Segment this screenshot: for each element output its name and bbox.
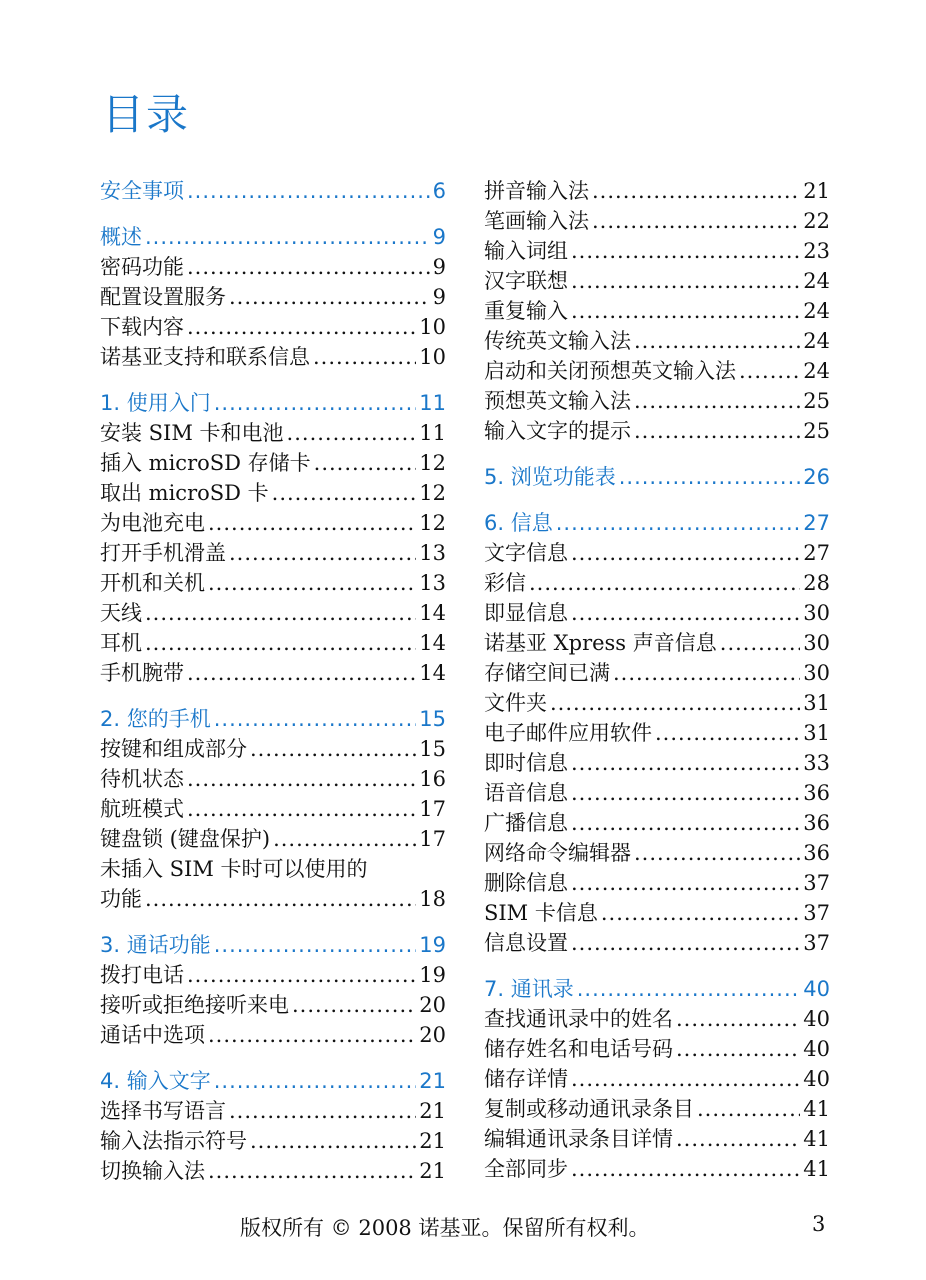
toc-entry-title: 笔画输入法: [484, 209, 589, 233]
toc-entry[interactable]: [100, 342, 446, 372]
toc-section: [100, 1066, 446, 1186]
copyright-footer: 版权所有 © 2008 诺基亚。保留所有权利。: [240, 1216, 650, 1240]
toc-entry-title: 取出 microSD 卡: [100, 481, 269, 505]
toc-entry[interactable]: [100, 990, 446, 1020]
dot-leader: [208, 1156, 416, 1186]
toc-entry[interactable]: [100, 764, 446, 794]
section-title: 2. 您的手机: [100, 707, 211, 731]
toc-entry-page: 30: [803, 661, 830, 685]
toc-entry-page: 27: [803, 541, 830, 565]
toc-entry[interactable]: [100, 1020, 446, 1050]
toc-entry-page: 20: [419, 993, 446, 1017]
dot-leader: [739, 356, 800, 386]
toc-left-column: [100, 176, 446, 1202]
toc-entry-page: 12: [419, 451, 446, 475]
toc-entry-page: 36: [803, 781, 830, 805]
dot-leader: [634, 386, 800, 416]
dot-leader: [287, 418, 417, 448]
toc-entry[interactable]: [484, 1154, 830, 1184]
toc-entry-title: 诺基亚 Xpress 声音信息: [484, 631, 717, 655]
toc-entry-title: 网络命令编辑器: [484, 841, 631, 865]
toc-entry[interactable]: [484, 688, 830, 718]
toc-entry[interactable]: [484, 868, 830, 898]
dot-leader: [272, 478, 417, 508]
dot-leader: [208, 508, 416, 538]
toc-entry-title: 即时信息: [484, 751, 568, 775]
toc-entry[interactable]: [484, 538, 830, 568]
toc-entry-page: 17: [419, 827, 446, 851]
toc-entry[interactable]: [100, 282, 446, 312]
toc-entry[interactable]: [100, 538, 446, 568]
toc-entry[interactable]: [484, 416, 830, 446]
toc-section-heading[interactable]: [100, 176, 446, 206]
dot-leader: [592, 176, 800, 206]
toc-entry[interactable]: [100, 598, 446, 628]
toc-entry-page: 10: [419, 345, 446, 369]
dot-leader: [676, 1034, 800, 1064]
dot-leader: [592, 206, 800, 236]
dot-leader: [214, 704, 417, 734]
section-page: 21: [419, 1069, 446, 1093]
toc-entry[interactable]: [484, 386, 830, 416]
dot-leader: [229, 1096, 416, 1126]
dot-leader: [187, 176, 430, 206]
toc-entry[interactable]: [484, 598, 830, 628]
dot-leader: [250, 1126, 416, 1156]
page-title: 目录: [102, 90, 191, 139]
toc-entry[interactable]: [484, 326, 830, 356]
section-page: 40: [803, 977, 830, 1001]
toc-entry-title: SIM 卡信息: [484, 901, 598, 925]
toc-section-heading[interactable]: [100, 388, 446, 418]
toc-entry[interactable]: [484, 266, 830, 296]
section-title: 1. 使用入门: [100, 391, 211, 415]
toc-entry[interactable]: [484, 356, 830, 386]
toc-entry-title: 诺基亚支持和联系信息: [100, 345, 310, 369]
toc-entry-title: 启动和关闭预想英文输入法: [484, 359, 736, 383]
dot-leader: [273, 824, 416, 854]
toc-entry-page: 30: [803, 601, 830, 625]
toc-entry[interactable]: [100, 312, 446, 342]
dot-leader: [619, 462, 801, 492]
toc-entry[interactable]: [484, 1124, 830, 1154]
toc-entry-title: 文件夹: [484, 691, 547, 715]
toc-entry-page: 20: [419, 1023, 446, 1047]
dot-leader: [577, 974, 801, 1004]
toc-entry-page: 14: [419, 631, 446, 655]
dot-leader: [720, 628, 801, 658]
toc-entry[interactable]: [484, 236, 830, 266]
dot-leader: [571, 868, 800, 898]
toc-entry-page: 36: [803, 841, 830, 865]
section-title: 概述: [100, 225, 142, 249]
toc-entry-page: 36: [803, 811, 830, 835]
toc-entry[interactable]: [484, 838, 830, 868]
toc-entry-title: 储存详情: [484, 1067, 568, 1091]
section-page: 19: [419, 933, 446, 957]
dot-leader: [571, 598, 800, 628]
dot-leader: [676, 1004, 800, 1034]
toc-entry[interactable]: [484, 808, 830, 838]
toc-entry-page: 15: [419, 737, 446, 761]
section-page: 9: [432, 225, 446, 249]
section-title: 7. 通讯录: [484, 977, 574, 1001]
dot-leader: [571, 1154, 800, 1184]
toc-entry-title: 复制或移动通讯录条目: [484, 1097, 694, 1121]
toc-entry-continuation: [100, 884, 446, 914]
toc-entry-page: 21: [419, 1099, 446, 1123]
toc-entry-title: 切换输入法: [100, 1159, 205, 1183]
toc-entry-title: 通话中选项: [100, 1023, 205, 1047]
toc-entry[interactable]: [100, 478, 446, 508]
toc-entry-title: 下载内容: [100, 315, 184, 339]
toc-entry-page: 22: [803, 209, 830, 233]
toc-entry-page: 21: [419, 1129, 446, 1153]
toc-entry-page: 25: [803, 389, 830, 413]
section-page: 15: [419, 707, 446, 731]
toc-section: [484, 176, 830, 446]
dot-leader: [601, 898, 800, 928]
dot-leader: [214, 930, 417, 960]
toc-entry-title: 存储空间已满: [484, 661, 610, 685]
toc-entry[interactable]: [100, 508, 446, 538]
toc-entry-title: 语音信息: [484, 781, 568, 805]
toc-entry-title: 待机状态: [100, 767, 184, 791]
toc-section: [100, 704, 446, 914]
toc-entry-title: 键盘锁 (键盘保护): [100, 827, 271, 851]
toc-entry-page: 37: [803, 901, 830, 925]
toc-entry[interactable]: [484, 928, 830, 958]
dot-leader: [214, 1066, 417, 1096]
section-title: 5. 浏览功能表: [484, 465, 616, 489]
toc-entry[interactable]: [484, 1004, 830, 1034]
toc-entry-page: 12: [419, 481, 446, 505]
section-title: 安全事项: [100, 179, 184, 203]
toc-entry-page: 40: [803, 1007, 830, 1031]
toc-entry[interactable]: [484, 748, 830, 778]
toc-entry[interactable]: [484, 1094, 830, 1124]
toc-entry-page: 41: [803, 1157, 830, 1181]
toc-entry-title: 电子邮件应用软件: [484, 721, 652, 745]
toc-entry-page: 10: [419, 315, 446, 339]
toc-entry[interactable]: [484, 206, 830, 236]
dot-leader: [571, 236, 800, 266]
toc-entry-page: 23: [803, 239, 830, 263]
toc-entry-title: 未插入 SIM 卡时可以使用的: [100, 857, 368, 881]
toc-entry-title: 即显信息: [484, 601, 568, 625]
toc-entry-title: 删除信息: [484, 871, 568, 895]
toc-entry-title: 彩信: [484, 571, 526, 595]
toc-entry[interactable]: [484, 1034, 830, 1064]
toc-entry[interactable]: [484, 176, 830, 206]
toc-entry[interactable]: [100, 252, 446, 282]
section-page: 27: [803, 511, 830, 535]
toc-entry[interactable]: [484, 718, 830, 748]
toc-entry-title: 广播信息: [484, 811, 568, 835]
dot-leader: [571, 296, 800, 326]
toc-entry-page: 28: [803, 571, 830, 595]
toc-entry-page: 41: [803, 1097, 830, 1121]
dot-leader: [187, 252, 430, 282]
toc-section: [100, 222, 446, 372]
toc-entry-title: 拨打电话: [100, 963, 184, 987]
toc-section-heading[interactable]: [100, 930, 446, 960]
toc-entry[interactable]: [484, 778, 830, 808]
toc-entry-title: 耳机: [100, 631, 142, 655]
toc-entry-title-cont: 功能: [100, 887, 142, 911]
toc-section-heading[interactable]: [484, 508, 830, 538]
toc-entry-title: 输入词组: [484, 239, 568, 263]
dot-leader: [229, 538, 416, 568]
toc-section: [484, 462, 830, 492]
dot-leader: [634, 838, 800, 868]
dot-leader: [187, 658, 416, 688]
toc-entry-title: 输入文字的提示: [484, 419, 631, 443]
toc-entry-title: 插入 microSD 存储卡: [100, 451, 311, 475]
dot-leader: [571, 538, 800, 568]
section-title: 3. 通话功能: [100, 933, 211, 957]
toc-entry[interactable]: [484, 658, 830, 688]
dot-leader: [187, 960, 416, 990]
toc-entry-page: 33: [803, 751, 830, 775]
toc-entry-title: 拼音输入法: [484, 179, 589, 203]
dot-leader: [229, 282, 430, 312]
toc-entry-page: 9: [432, 255, 446, 279]
toc-entry-title: 输入法指示符号: [100, 1129, 247, 1153]
toc-entry-page: 24: [803, 329, 830, 353]
dot-leader: [697, 1094, 800, 1124]
toc-section: [100, 930, 446, 1050]
section-page: 6: [432, 179, 446, 203]
toc-entry-title: 文字信息: [484, 541, 568, 565]
toc-entry[interactable]: [100, 960, 446, 990]
dot-leader: [145, 884, 416, 914]
toc-entry-title: 天线: [100, 601, 142, 625]
section-title: 6. 信息: [484, 511, 553, 535]
toc-entry[interactable]: [100, 568, 446, 598]
toc-entry-page: 31: [803, 721, 830, 745]
dot-leader: [571, 266, 800, 296]
toc-entry-page: 16: [419, 767, 446, 791]
toc-entry[interactable]: [100, 1126, 446, 1156]
toc-entry-title: 为电池充电: [100, 511, 205, 535]
toc-entry-title: 预想英文输入法: [484, 389, 631, 413]
toc-entry-title: 重复输入: [484, 299, 568, 323]
toc-entry-page: 21: [419, 1159, 446, 1183]
dot-leader: [314, 448, 417, 478]
toc-entry-title: 查找通讯录中的姓名: [484, 1007, 673, 1031]
toc-entry-title: 编辑通讯录条目详情: [484, 1127, 673, 1151]
dot-leader: [250, 734, 416, 764]
toc-entry[interactable]: [100, 448, 446, 478]
toc-section-heading[interactable]: [484, 462, 830, 492]
toc-entry[interactable]: [100, 628, 446, 658]
toc-entry[interactable]: [100, 1156, 446, 1186]
dot-leader: [313, 342, 416, 372]
toc-entry-title: 手机腕带: [100, 661, 184, 685]
toc-entry-page: 12: [419, 511, 446, 535]
toc-entry-page: 17: [419, 797, 446, 821]
dot-leader: [214, 388, 417, 418]
toc-entry-page: 14: [419, 601, 446, 625]
toc-entry[interactable]: [100, 1096, 446, 1126]
dot-leader: [145, 222, 430, 252]
toc-entry-title: 航班模式: [100, 797, 184, 821]
toc-entry[interactable]: [100, 824, 446, 854]
toc-entry[interactable]: [484, 1064, 830, 1094]
toc-entry-page: 9: [432, 285, 446, 309]
dot-leader: [145, 628, 416, 658]
toc-entry-page: 24: [803, 359, 830, 383]
toc-entry-title: 传统英文输入法: [484, 329, 631, 353]
dot-leader: [634, 326, 800, 356]
dot-leader: [529, 568, 800, 598]
dot-leader: [556, 508, 801, 538]
dot-leader: [655, 718, 800, 748]
toc-entry[interactable]: [100, 794, 446, 824]
dot-leader: [634, 416, 800, 446]
toc-entry-title: 安装 SIM 卡和电池: [100, 421, 284, 445]
toc-entry-title: 开机和关机: [100, 571, 205, 595]
toc-entry-page: 24: [803, 299, 830, 323]
toc-entry-page: 18: [419, 887, 446, 911]
toc-entry-page: 37: [803, 931, 830, 955]
toc-entry-title: 按键和组成部分: [100, 737, 247, 761]
toc-section: [484, 508, 830, 958]
toc-entry-title: 打开手机滑盖: [100, 541, 226, 565]
toc-entry-page: 40: [803, 1067, 830, 1091]
dot-leader: [187, 764, 416, 794]
toc-entry-page: 21: [803, 179, 830, 203]
toc-entry[interactable]: [100, 418, 446, 448]
toc-entry[interactable]: [100, 734, 446, 764]
toc-entry[interactable]: [484, 628, 830, 658]
toc-entry-page: 30: [803, 631, 830, 655]
toc-section: [484, 974, 830, 1184]
dot-leader: [187, 312, 416, 342]
dot-leader: [208, 1020, 416, 1050]
dot-leader: [292, 990, 416, 1020]
toc-section: [100, 388, 446, 688]
toc-section-heading[interactable]: [484, 974, 830, 1004]
toc-entry[interactable]: [484, 898, 830, 928]
toc-entry-title: 接听或拒绝接听来电: [100, 993, 289, 1017]
toc-entry-page: 19: [419, 963, 446, 987]
dot-leader: [571, 1064, 800, 1094]
toc-entry-page: 37: [803, 871, 830, 895]
toc-entry-page: 25: [803, 419, 830, 443]
toc-entry-page: 31: [803, 691, 830, 715]
toc-entry-page: 41: [803, 1127, 830, 1151]
toc-section-heading[interactable]: [100, 704, 446, 734]
toc-entry-title: 储存姓名和电话号码: [484, 1037, 673, 1061]
section-title: 4. 输入文字: [100, 1069, 211, 1093]
toc-entry-page: 40: [803, 1037, 830, 1061]
toc-section-heading[interactable]: [100, 1066, 446, 1096]
section-page: 26: [803, 465, 830, 489]
dot-leader: [145, 598, 416, 628]
dot-leader: [571, 928, 800, 958]
dot-leader: [571, 778, 800, 808]
dot-leader: [187, 794, 416, 824]
toc-entry[interactable]: [484, 568, 830, 598]
toc-entry-title: 密码功能: [100, 255, 184, 279]
toc-entry-page: 24: [803, 269, 830, 293]
dot-leader: [208, 568, 416, 598]
toc-right-column: [484, 176, 830, 1200]
toc-entry-title: 全部同步: [484, 1157, 568, 1181]
dot-leader: [613, 658, 800, 688]
toc-entry-title: 信息设置: [484, 931, 568, 955]
toc-entry-page: 14: [419, 661, 446, 685]
toc-entry[interactable]: [100, 854, 446, 914]
toc-entry[interactable]: [100, 658, 446, 688]
toc-entry-title: 选择书写语言: [100, 1099, 226, 1123]
toc-entry[interactable]: [484, 296, 830, 326]
dot-leader: [676, 1124, 800, 1154]
dot-leader: [571, 748, 800, 778]
toc-section-heading[interactable]: [100, 222, 446, 252]
toc-section: [100, 176, 446, 206]
toc-entry-page: 13: [419, 571, 446, 595]
dot-leader: [571, 808, 800, 838]
page-number: 3: [812, 1212, 826, 1236]
toc-entry-title: 汉字联想: [484, 269, 568, 293]
toc-entry-page: 13: [419, 541, 446, 565]
dot-leader: [550, 688, 800, 718]
section-page: 11: [419, 391, 446, 415]
toc-entry-page: 11: [419, 421, 446, 445]
toc-entry-title: 配置设置服务: [100, 285, 226, 309]
